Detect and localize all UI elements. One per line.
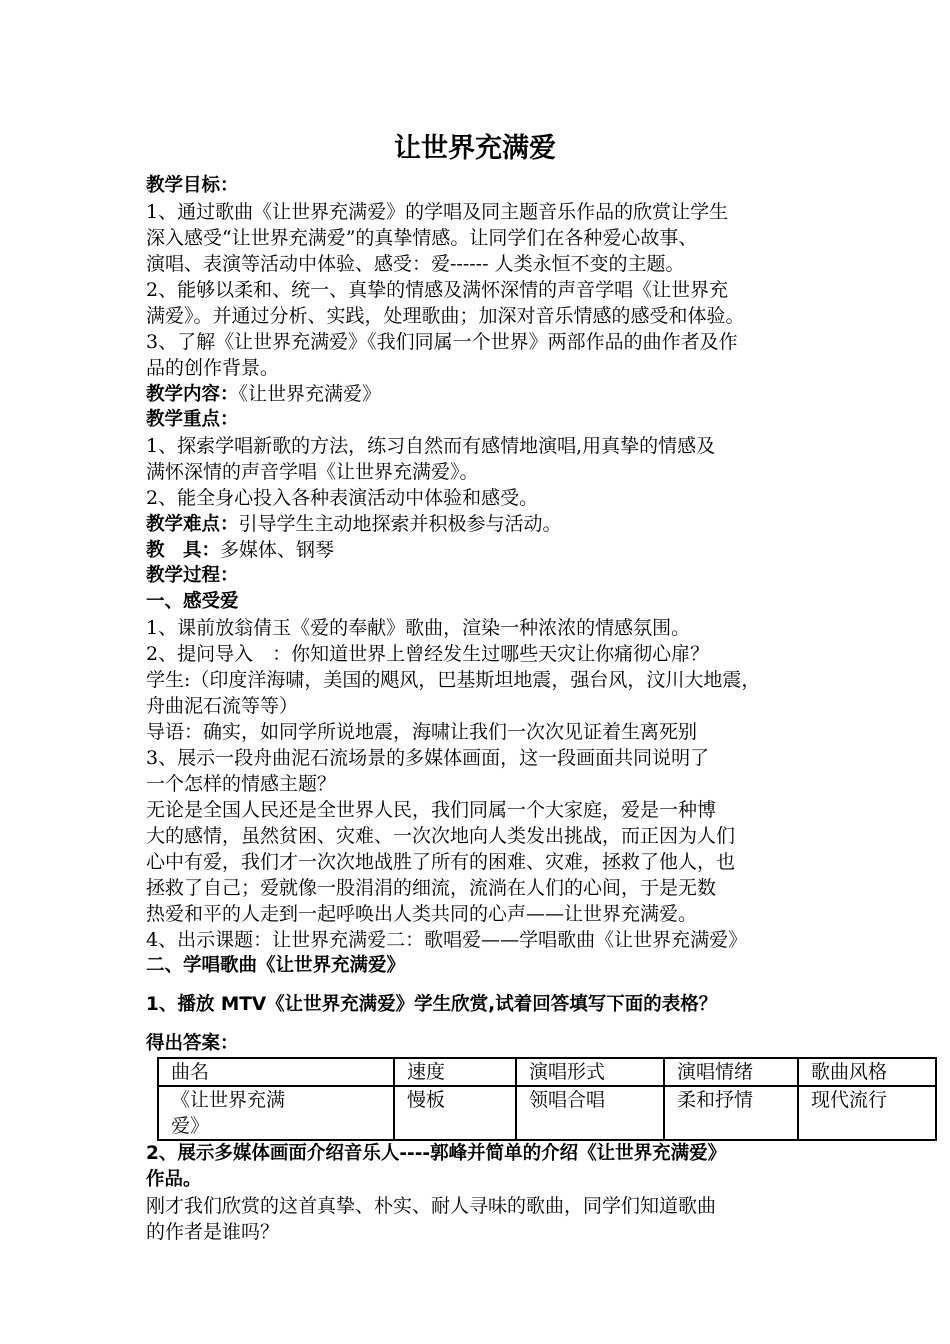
- section1-line: 大的感情，虽然贫困、灾难、一次次地向人类发出挑战，而正因为人们: [146, 825, 736, 847]
- item2-heading: 2、展示多媒体画面介绍音乐人----郭峰并简单的介绍《让世界充满爱》: [146, 1143, 727, 1164]
- section1-line: 热爱和平的人走到一起呼唤出人类共同的心声——让世界充满爱。: [146, 903, 698, 925]
- table-header-cell: 演唱形式: [516, 1058, 664, 1086]
- tools-label: 教 具：: [146, 540, 221, 561]
- section1-line: 3、展示一段舟曲泥石流场景的多媒体画面，这一段画面共同说明了: [146, 747, 710, 769]
- difficulty-value: 引导学生主动地探索并积极参与活动。: [238, 513, 562, 535]
- section1-line: 4、出示课题：让世界充满爱二：歌唱爱——学唱歌曲《让世界充满爱》: [146, 929, 748, 951]
- objectives-line: 1、通过歌曲《让世界充满爱》的学唱及同主题音乐作品的欣赏让学生: [146, 201, 729, 223]
- section1-line: 1、课前放翁倩玉《爱的奉献》歌曲，渲染一种浓浓的情感氛围。: [146, 617, 691, 639]
- section2-heading: 二、学唱歌曲《让世界充满爱》: [146, 955, 406, 976]
- document-body: [146, 173, 888, 1245]
- table-cell-style: 现代流行: [798, 1086, 936, 1140]
- key-points-line: 2、能全身心投入各种表演活动中体验和感受。: [146, 487, 539, 509]
- section1-line: 学生:（印度洋海啸，美国的飓风，巴基斯坦地震，强台风，汶川大地震，: [146, 669, 761, 691]
- table-header-row: [158, 1058, 936, 1086]
- objectives-line: 深入感受“让世界充满爱”的真挚情感。让同学们在各种爱心故事、: [146, 227, 698, 249]
- section1-line: 一个怎样的情感主题？: [146, 773, 337, 795]
- key-points-line: 满怀深情的声音学唱《让世界充满爱》。: [146, 461, 479, 483]
- key-points-line: 1、探索学唱新歌的方法，练习自然而有感情地演唱,用真挚的情感及: [146, 435, 716, 457]
- process-heading: 教学过程：: [146, 565, 239, 586]
- section1-line: 舟曲泥石流等等）: [146, 695, 299, 717]
- objectives-line: 3、了解《让世界充满爱》《我们同属一个世界》两部作品的曲作者及作: [146, 331, 738, 353]
- table-header-cell: 歌曲风格: [798, 1058, 936, 1086]
- content-row: [146, 381, 816, 407]
- content-value: 《让世界充满爱》: [238, 383, 382, 405]
- tools-value: 多媒体、钢琴: [220, 539, 335, 561]
- objectives-line: 演唱、表演等活动中体验、感受：爱------ 人类永恒不变的主题。: [146, 253, 685, 275]
- difficulty-label: 教学难点：: [146, 514, 239, 535]
- content-label: 教学内容：: [146, 384, 239, 405]
- section1-heading: 一、感受爱: [146, 591, 239, 612]
- section1-line: 无论是全国人民还是全世界人民，我们同属一个大家庭，爱是一种博: [146, 799, 717, 821]
- song-table: [157, 1057, 937, 1141]
- table-header-cell: 速度: [394, 1058, 516, 1086]
- answer-label: 得出答案：: [146, 1033, 239, 1054]
- table-header-cell: 曲名: [158, 1058, 394, 1086]
- difficulty-row: [146, 511, 816, 537]
- table-cell-tempo: 慢板: [394, 1086, 516, 1140]
- objectives-line: 满爱》。并通过分析、实践，处理歌曲；加深对音乐情感的感受和体验。: [146, 305, 745, 327]
- objectives-line: 2、能够以柔和、统一、真挚的情感及满怀深情的声音学唱《让世界充: [146, 279, 729, 301]
- objectives-line: 品的创作背景。: [146, 357, 280, 379]
- item2-heading: 作品。: [146, 1169, 202, 1190]
- tools-row: [146, 537, 816, 563]
- closing-line: 的作者是谁吗？: [146, 1221, 280, 1243]
- mtv-line: 1、播放 MTV《让世界充满爱》学生欣赏,试着回答填写下面的表格？: [146, 994, 718, 1015]
- table-cell-form: 领唱合唱: [516, 1086, 664, 1140]
- table-header-cell: 演唱情绪: [664, 1058, 798, 1086]
- key-points-heading: 教学重点：: [146, 409, 239, 430]
- section1-line: 心中有爱，我们才一次次地战胜了所有的困难、灾难，拯救了他人，也: [146, 851, 736, 873]
- table-row: [158, 1086, 936, 1140]
- section1-line: 导语：确实，如同学所说地震，海啸让我们一次次见证着生离死别: [146, 721, 698, 743]
- song-name-line: 《让世界充满: [171, 1089, 286, 1111]
- document-title: 让世界充满爱: [394, 133, 556, 164]
- table-cell-mood: 柔和抒情: [664, 1086, 798, 1140]
- song-name-line: 爱》: [171, 1115, 210, 1137]
- objectives-heading: 教学目标：: [146, 175, 239, 196]
- section1-line: 拯救了自己；爱就像一股涓涓的细流，流淌在人们的心间，于是无数: [146, 877, 717, 899]
- section1-line: 2、提问导入 ：你知道世界上曾经发生过哪些天灾让你痛彻心扉？: [146, 643, 710, 665]
- closing-line: 刚才我们欣赏的这首真挚、朴实、耐人寻味的歌曲，同学们知道歌曲: [146, 1195, 717, 1217]
- table-cell-song-name: [158, 1086, 394, 1140]
